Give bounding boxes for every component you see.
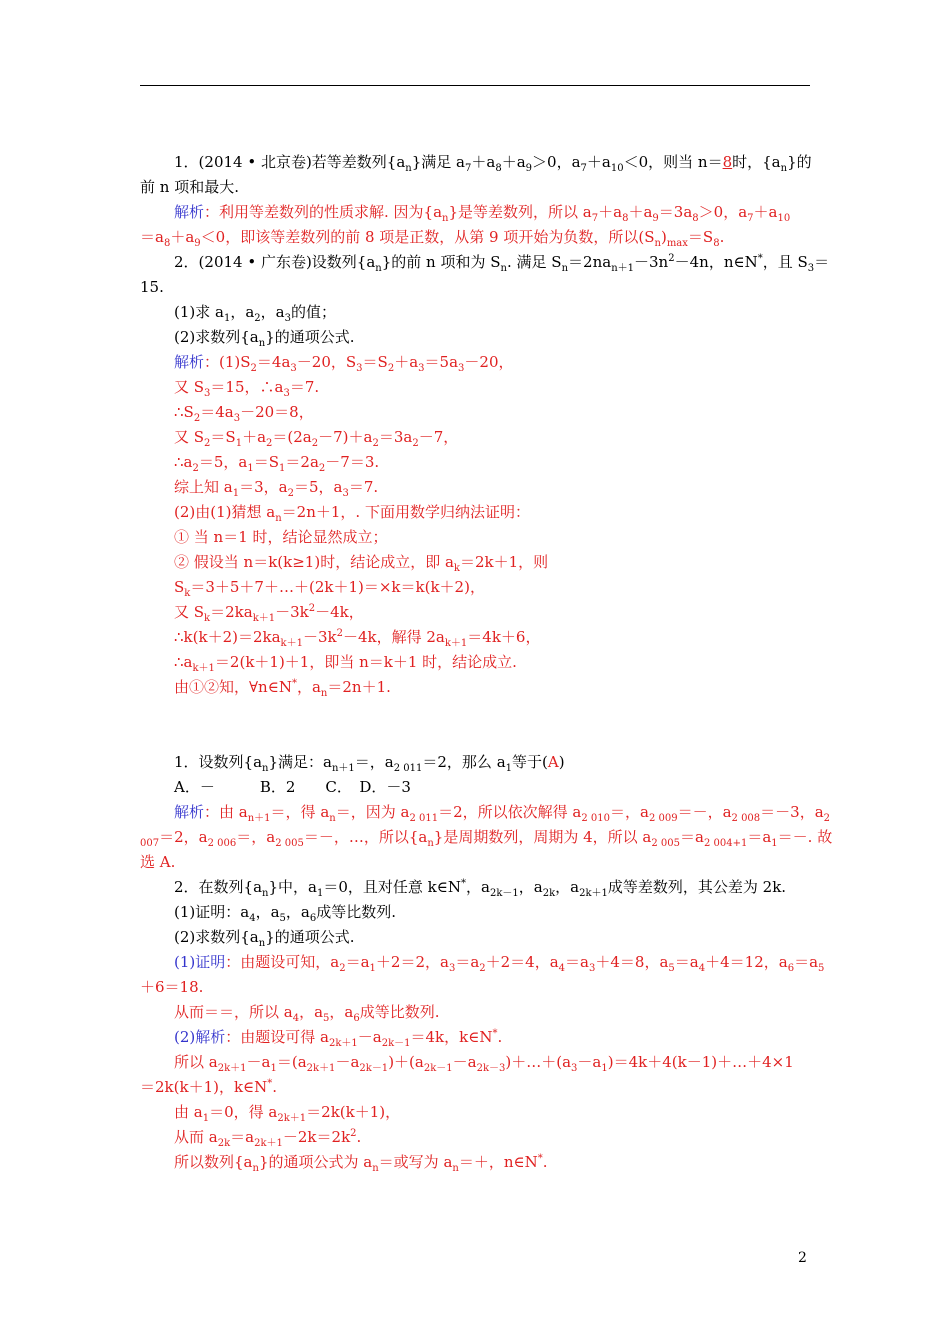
s1-q2-sol-9: ② 假设当 n＝k(k≥1)时，结论成立，即 $a_k=2k+1$，则 [174, 553, 549, 574]
s1-q2-sol-1: 解析：$(1)S_2=4a_3-20$，$S_3=S_2+a_3=5a_3-20$， [174, 353, 514, 374]
s1-q2-sol-3: $\therefore S_2=4a_3-20=8$， [174, 403, 314, 424]
s1-q1-line1: 1．(2014 • 北京卷)若等差数列$\{a_n\}$满足 $a_7+a_8+a_9>0$，$a_7+a_{10}<0$，则当 n＝8时，$\{a_n\}$的 [174, 153, 812, 174]
section-spacer [140, 700, 810, 750]
s1-q2-line1: 2．(2014 • 广东卷)设数列$\{a_n\}$的前 n 项和为 $S_n$. 满足 $S_n=2na_{n+1}-3n^2-4n$，n∈N*，且 $S_3=$ [174, 253, 830, 274]
s1-q2-part2: (2)求数列$\{a_n\}$的通项公式. [174, 328, 355, 349]
s1-q2-sol-5: $\therefore a_2=5$，$a_1=S_1=2a_2-7=3$. [174, 453, 380, 474]
s1-q2-sol-11: 又 $S_k=2ka_{k+1}-3k^2-4k$， [174, 603, 364, 624]
s1-q1-solution-1: 解析：利用等差数列的性质求解. 因为$\{a_n\}$是等差数列，所以 $a_7+a_8+a_9=3a_8>0$，$a_7+a_{10}$ [174, 203, 791, 224]
s1-q2-sol-7: (2)由(1)猜想 $a_n=2n+1$，. 下面用数学归纳法证明： [174, 503, 530, 524]
s1-q2-sol-4: 又 $S_2=S_1+a_2=(2a_2-7)+a_2=3a_2-7$， [174, 428, 459, 449]
s1-q2-sol-10: $S_k=3+5+7+\dots+(2k+1)=\times k=k(k+2)$， [174, 578, 485, 599]
s2-q2-sol-4: 由 $a_1=0$，得 $a_{2k+1}=2k(k+1)$， [174, 1103, 401, 1124]
answer-blank: 8 [722, 153, 733, 171]
s2-q2-sol-5: 从而 $a_{2k}=a_{2k+1}-2k=2k^2$. [174, 1128, 362, 1149]
s2-q2-line1: 2．在数列$\{a_n\}$中，$a_1=0$，且对任意 k∈N*，$a_{2k-1}$，$a_{2k}$，$a_{2k+1}$成等差数列，其公差为 2k. [174, 878, 787, 899]
s1-q2-sol-13: $\therefore a_{k+1}=2(k+1)+1$，即当 n＝k＋1 时，结论成立. [174, 653, 517, 674]
s2-q1-sol-3: 选 A. [140, 853, 176, 871]
s2-q1-sol-1: 解析：由 $a_{n+1}=$，得 $a_n=$，因为 $a_{2 011}=2$，所以依次解得 $a_{2 010}=$，$a_{2 009}=-$，$a_{2 008}=-3$，$a_2$ [174, 803, 831, 824]
s2-q2-proof-2: ＋6＝18. [140, 978, 204, 996]
s2-q2-sol-3: ＝2k(k＋1)，k∈N*. [140, 1078, 278, 1096]
s1-q1-solution-2: $=a_8+a_9<0$，即该等差数列的前 8 项是正数，从第 9 项开始为负数，所以$(S_n)_{max}=S_8$. [140, 228, 725, 249]
s1-q2-sol-8: ① 当 n＝1 时，结论显然成立； [174, 528, 388, 546]
s2-q2-sol-6: 所以数列$\{a_n\}$的通项公式为 $a_n=$或写为 $a_n=+$，n∈N*. [174, 1153, 548, 1174]
s1-q2-sol-6: 综上知 $a_1=3$，$a_2=5$，$a_3=7$. [174, 478, 379, 499]
s2-q2-sol-1: (2)解析：由题设可得 $a_{2k+1}-a_{2k-1}=4k$，k∈N*. [174, 1028, 503, 1049]
s2-q1-options: A．－ B．2 C． D．－3 [174, 778, 411, 796]
s1-q1-line2: 前 n 项和最大. [140, 178, 239, 196]
s2-q1-line1: 1．设数列$\{a_n\}$满足：$a_{n+1}=$，$a_{2 011}=2$，那么 $a_1$等于(A) [174, 753, 565, 774]
s1-q2-part1: (1)求 $a_1$，$a_2$，$a_3$的值； [174, 303, 337, 324]
s2-q1-sol-2: $_{007}$＝2，$a_{2 006}=$，$a_{2 005}=-$，…，所以$\{a_n\}$是周期数列，周期为 4，所以 $a_{2 005}=a_{2 004+1}=a_1=-$. 故 [140, 828, 833, 849]
s1-q2-sol-12: $\therefore k(k+2)=2ka_{k+1}-3k^2-4k$，解得 $2a_{k+1}=4k+6$， [174, 628, 541, 649]
answer-choice: A [547, 753, 559, 771]
s2-q2-proof-3: 从而＝＝，所以 $a_4$，$a_5$，$a_6$成等比数列. [174, 1003, 440, 1024]
header-rule [140, 85, 810, 86]
document-body [140, 150, 833, 1175]
s1-q2-sol-14: 由①②知，∀n∈N*，$a_n=2n+1$. [174, 678, 391, 699]
page-number: 2 [798, 1250, 807, 1266]
s2-q2-part2: (2)求数列$\{a_n\}$的通项公式. [174, 928, 355, 949]
s2-q2-sol-2: 所以 $a_{2k+1}-a_1=(a_{2k+1}-a_{2k-1})+(a_{2k-1}-a_{2k-3})+\dots+(a_3-a_1)=4k+4(k-1)+\dots+4\times 1$ [174, 1053, 794, 1074]
s2-q2-proof-1: (1)证明：由题设可知，$a_2=a_1+2=2$，$a_3=a_2+2=4$，$a_4=a_3+4=8$，$a_5=a_4+4=12$，$a_6=a_5$ [174, 953, 825, 974]
s2-q2-part1: (1)证明：$a_4$，$a_5$，$a_6$成等比数列. [174, 903, 397, 924]
s1-q2-line2: 15. [140, 278, 164, 296]
s1-q2-sol-2: 又 $S_3=15$，$\therefore a_3=7$. [174, 378, 320, 399]
